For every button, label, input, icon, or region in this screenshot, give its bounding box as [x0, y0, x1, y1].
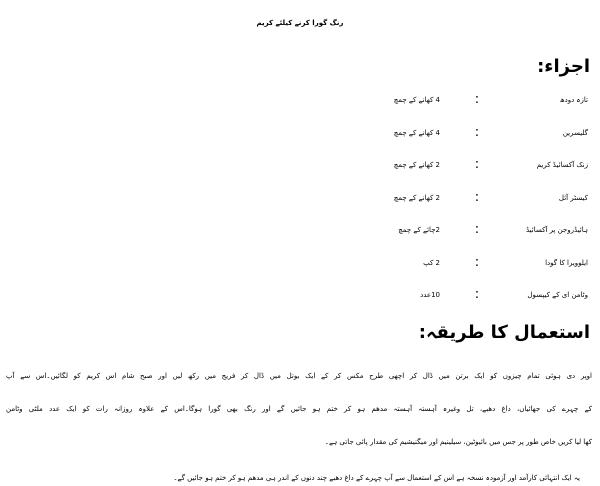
ingredient-name: وٹامن ای کے کیپسول [527, 291, 588, 299]
separator-colon: : [474, 222, 480, 237]
paragraph-line: اوپر دی ہوئی تمام چیزوں کو ایک برتن میں ڈال کر اچھی طرح مکس کر کے ایک بوتل میں ڈال کر فریج میں رکھ لیں اور صبح شام اس کریم کو لگائیں۔اس سے آپ [6, 372, 592, 380]
separator-colon: : [474, 287, 480, 302]
separator-colon: : [474, 189, 480, 205]
ingredient-quantity: 2 کھانے کے چمچ [393, 193, 440, 202]
ingredient-name: ہائیڈروجن پر آکسائیڈ [525, 226, 588, 234]
ingredient-name: زنک آکسائیڈ کریم [536, 161, 588, 169]
ingredients-list [0, 84, 600, 312]
ingredient-name: کیسٹر آئل [558, 193, 588, 202]
paragraph-line: کھا لیا کریں خاص طور پر جس میں بائیوٹین، سیلینیم اور میگنیشیم کی مقدار پائی جاتی ہے۔ [324, 438, 592, 446]
ingredient-row [0, 84, 600, 117]
ingredient-quantity: 2 کھانے کے چمچ [393, 161, 440, 169]
separator-colon: : [474, 124, 480, 140]
ingredient-quantity: 4 کھانے کے چمچ [393, 96, 440, 104]
ingredient-name: گلیسرین [562, 128, 588, 137]
page-title: رنگ گورا کرنے کیلئے کریم [256, 19, 344, 27]
separator-colon: : [474, 92, 480, 107]
ingredient-row [0, 117, 600, 150]
ingredient-name: تازہ دودھ [559, 96, 588, 104]
ingredient-quantity: 4 کھانے کے چمچ [393, 128, 440, 137]
ingredient-row [0, 182, 600, 215]
ingredient-quantity: 2چائے کے چمچ [398, 226, 440, 234]
ingredient-quantity: 2 کپ [423, 258, 440, 267]
ingredients-heading: اجزاء: [537, 56, 590, 77]
ingredient-row [0, 247, 600, 280]
ingredient-row [0, 214, 600, 247]
ingredient-quantity: 10عدد [420, 291, 440, 299]
ingredient-name: ایلوویرا کا گودا [545, 258, 588, 267]
method-heading: استعمال کا طریقہ: [418, 322, 590, 343]
ingredient-row [0, 149, 600, 182]
separator-colon: : [474, 254, 480, 270]
ingredient-row [0, 279, 600, 312]
separator-colon: : [474, 157, 480, 172]
paragraph-line: کے چہرے کی جھائیاں، داغ دھبے، تل وغیرہ آہستہ آہستہ مدھم ہو کر ختم ہو جائیں گے اور رنگ بھی گورا ہوگا۔اس کے علاوہ روزانہ رات کو ایک عدد ملٹی وٹامن [6, 405, 592, 413]
paragraph-line-cut-off: یہ ایک انتہائی کارآمد اور آزمودہ نسخہ ہے اس کے استعمال سے آپ چہرے کے داغ دھبے چند دنوں کے اندر ہی مدھم ہو کر ختم ہو جائیں گے۔ [173, 474, 580, 482]
